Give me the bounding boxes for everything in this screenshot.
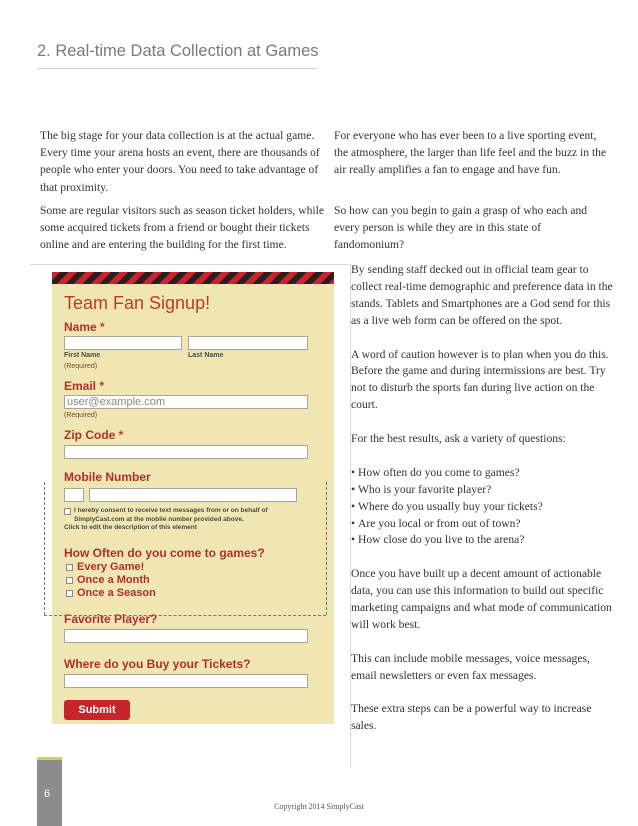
copyright-notice: Copyright 2014 SimplyCast [274, 802, 364, 811]
favorite-player-label: Favorite Player? [64, 612, 158, 626]
list-item: • Who is your favorite player? [351, 482, 613, 499]
title-divider [37, 68, 317, 69]
consent-statement: I hereby consent to receive text messages from or on behalf of SimplyCast.com at the mobile number provided above. [74, 507, 268, 523]
frequency-checkbox-2[interactable] [66, 577, 73, 584]
name-label-text: Name [64, 320, 97, 334]
last-name-input[interactable] [188, 336, 308, 350]
left-paragraph-2: Some are regular visitors such as season ticket holders, while some acquired tickets from a friend or bought their tickets online and are entering the building for the first time. [40, 204, 324, 252]
required-asterisk: * [118, 428, 124, 442]
required-asterisk: * [99, 379, 105, 393]
list-item: • How close do you live to the arena? [351, 532, 613, 549]
list-item: • How often do you come to games? [351, 465, 613, 482]
required-asterisk: * [100, 320, 105, 334]
question-list [351, 465, 613, 550]
zip-code-label [64, 428, 123, 442]
right-paragraph-2: So how can you begin to gain a grasp of who each and every person is while they are in this state of fandomonium? [334, 204, 588, 252]
frequency-option-3: Once a Season [77, 587, 156, 599]
page-number: 6 [44, 788, 51, 800]
list-item: • Are you local or from out of town? [351, 516, 613, 533]
left-paragraph-1: The big stage for your data collection is at the actual game. Every time your arena hosts an event, there are thousands of people who enter your doors. You need to take advantage of that proximity. [40, 129, 320, 194]
selection-outline-left [44, 482, 45, 615]
edit-description-hint: Click to edit the description of this element [64, 524, 197, 531]
mobile-prefix-input[interactable] [64, 488, 84, 502]
body-paragraph-4: Once you have built up a decent amount of actionable data, you can use this information to build out specific marketing campaigns and what mode of communication will work best. [351, 567, 612, 631]
email-input[interactable] [64, 395, 308, 409]
body-paragraph-2: A word of caution however is to plan when you do this. Before the game and during intermissions are best. Try not to disturb the sports fan during live action on the court. [351, 347, 609, 412]
first-name-caption: First Name [64, 352, 101, 359]
frequency-checkbox-1[interactable] [66, 564, 73, 571]
email-label-text: Email [64, 379, 97, 393]
frequency-label: How Often do you come to games? [64, 546, 265, 560]
mobile-number-label: Mobile Number [64, 470, 151, 484]
email-placeholder: user@example.com [67, 396, 165, 408]
right-body-column [351, 262, 613, 752]
consent-text [64, 507, 314, 533]
body-paragraph-1: By sending staff decked out in official team gear to collect real-time demographic and preference data in the stands. Tablets and Smartphones are a God send for this as a live web form can be offered on the spot. [351, 263, 613, 327]
right-paragraph-1: For everyone who has ever been to a live sporting event, the atmosphere, the larger than life feel and the buzz in the air really amplifies a fan to engage and have fun. [334, 129, 607, 177]
email-required-note: (Required) [64, 412, 98, 419]
form-title: Team Fan Signup! [64, 293, 211, 313]
selection-outline-right [326, 482, 327, 615]
frequency-option-2: Once a Month [77, 574, 150, 586]
first-name-input[interactable] [64, 336, 182, 350]
body-paragraph-3: For the best results, ask a variety of questions: [351, 432, 566, 446]
page-title: 2. Real-time Data Collection at Games [37, 42, 319, 60]
frequency-option-1: Every Game! [77, 561, 145, 573]
email-label [64, 379, 104, 393]
mobile-number-input[interactable] [89, 488, 297, 502]
frequency-checkbox-3[interactable] [66, 590, 73, 597]
selection-outline-bottom [44, 615, 326, 616]
last-name-caption: Last Name [188, 352, 224, 359]
submit-button[interactable]: Submit [64, 700, 130, 720]
screenshot-frame-top [30, 264, 351, 265]
name-required-note: (Required) [64, 363, 98, 370]
zip-code-input[interactable] [64, 445, 308, 459]
signup-form-screenshot [52, 272, 334, 724]
zip-code-label-text: Zip Code [64, 428, 116, 442]
favorite-player-input[interactable] [64, 629, 308, 643]
tickets-input[interactable] [64, 674, 308, 688]
form-header-stripe [52, 272, 334, 284]
list-item: • Where do you usually buy your tickets? [351, 499, 613, 516]
body-paragraph-6: These extra steps can be a powerful way to increase sales. [351, 702, 592, 733]
body-paragraph-5: This can include mobile messages, voice messages, email newsletters or even fax messages. [351, 651, 590, 682]
name-label [64, 320, 105, 334]
tickets-label: Where do you Buy your Tickets? [64, 657, 251, 671]
